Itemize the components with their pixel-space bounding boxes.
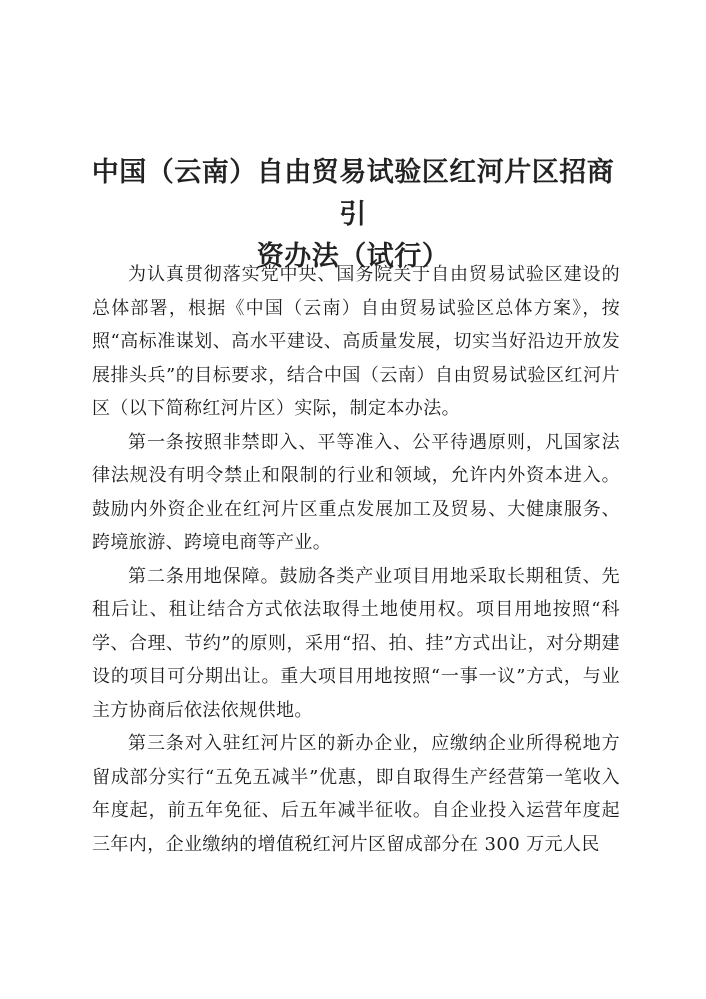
paragraph-intro: 为认真贯彻落实党中央、国务院关于自由贸易试验区建设的总体部署，根据《中国（云南）自由贸易试验区总体方案》，按照“高标准谋划、高水平建设、高质量发展，切实当好沿边开放发展排头兵”的目标要求，结合中国（云南）自由贸易试验区红河片区（以下简称红河片区）实际，制定本办法。: [92, 264, 620, 419]
paragraph-article-2: 第二条用地保障。鼓励各类产业项目用地采取长期租赁、先租后让、租让结合方式依法取得土地使用权。项目用地按照“科学、合理、节约”的原则，采用“招、拍、挂”方式出让，对分期建设的项目可分期出让。重大项目用地按照“一事一议”方式，与业主方协商后依法依规供地。: [92, 565, 620, 721]
document-body: [92, 258, 620, 861]
paragraph-article-3: 第三条对入驻红河片区的新办企业，应缴纳企业所得税地方留成部分实行“五免五减半”优惠，即自取得生产经营第一笔收入年度起，前五年免征、后五年减半征收。自企业投入运营年度起三年内，企业缴纳的增值税红河片区留成部分在 300 万元人民: [92, 733, 620, 855]
title-line-2: 资办法（试行）: [256, 241, 450, 272]
paragraph-article-1: 第一条按照非禁即入、平等准入、公平待遇原则，凡国家法律法规没有明令禁止和限制的行业和领域，允许内外资本进入。鼓励内外资企业在红河片区重点发展加工及贸易、大健康服务、跨境旅游、跨境电商等产业。: [92, 431, 620, 553]
title-line-1: 中国（云南）自由贸易试验区红河片区招商引: [91, 157, 615, 230]
